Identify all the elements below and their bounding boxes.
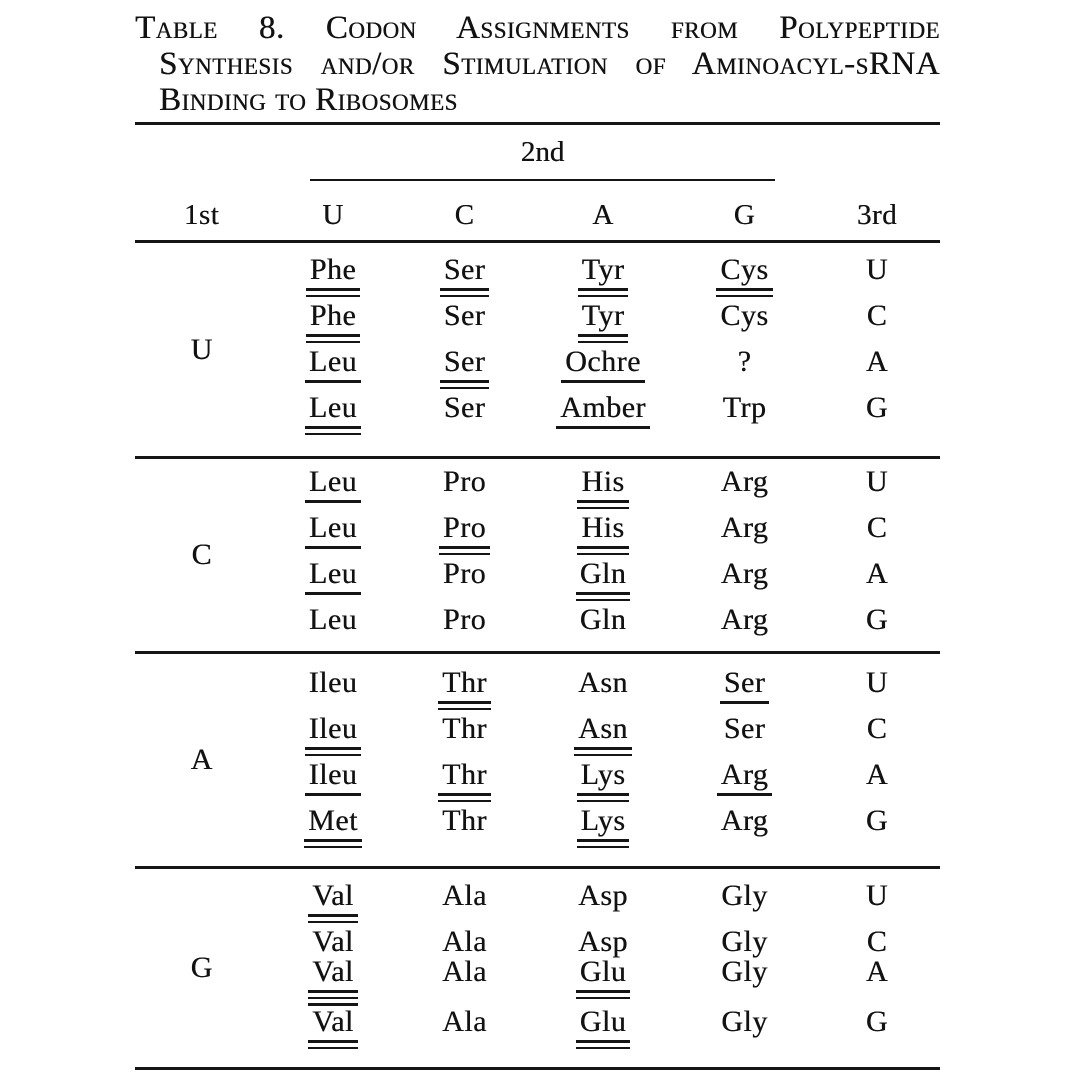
amino-acid-text: His	[581, 465, 625, 498]
amino-acid-text: Ser	[443, 391, 486, 424]
amino-acid-cell	[675, 513, 814, 543]
amino-acid-cell	[268, 881, 398, 923]
amino-acid-cell	[531, 347, 675, 383]
amino-acid	[312, 881, 354, 923]
amino-acid-text: Gly	[721, 1005, 768, 1038]
underline-mark	[439, 553, 490, 556]
amino-acid-cell	[268, 255, 398, 297]
underline-mark	[306, 341, 361, 344]
amino-acid-cell	[531, 760, 675, 802]
amino-acid	[721, 881, 768, 911]
amino-acid	[442, 668, 487, 710]
amino-acid	[578, 668, 628, 698]
amino-acid-text: Phe	[309, 253, 357, 286]
third-base-cell: U	[865, 253, 889, 286]
amino-acid-cell	[398, 668, 531, 710]
amino-acid	[581, 806, 626, 848]
amino-acid	[309, 393, 357, 435]
underline-mark	[577, 507, 628, 510]
underline-mark	[305, 426, 361, 429]
amino-acid-text: Trp	[722, 391, 767, 424]
amino-acid-text: Ala	[442, 925, 487, 958]
title-line-3: Binding to Ribosomes	[159, 82, 458, 118]
amino-acid	[309, 559, 357, 595]
third-base-cell: C	[866, 511, 888, 544]
amino-acid	[309, 668, 358, 698]
third-base-cell: C	[866, 925, 888, 958]
amino-acid-text: Asn	[578, 666, 628, 699]
underline-mark	[304, 839, 362, 842]
codon-assignment-table	[135, 122, 940, 1070]
amino-acid-cell	[675, 1007, 814, 1037]
amino-acid	[582, 255, 625, 297]
table-body	[135, 243, 940, 1070]
underline-mark	[574, 754, 632, 757]
third-base-cell: G	[865, 1005, 889, 1038]
amino-acid	[442, 806, 487, 836]
underline-mark	[306, 334, 361, 337]
underline-mark	[576, 1047, 631, 1050]
underline-mark	[438, 701, 491, 704]
amino-acid-cell	[268, 760, 398, 796]
amino-acid-cell	[268, 513, 398, 549]
amino-acid-cell	[675, 605, 814, 635]
amino-acid-cell	[531, 605, 675, 635]
amino-acid-text: Gln	[579, 603, 627, 636]
amino-acid-text: Val	[312, 1005, 354, 1038]
amino-acid-text: Pro	[442, 465, 487, 498]
amino-acid-text: Phe	[309, 299, 357, 332]
underline-mark	[305, 747, 362, 750]
amino-acid-cell	[398, 559, 531, 589]
amino-acid	[580, 957, 627, 999]
amino-acid-text: Arg	[720, 511, 769, 544]
amino-acid	[444, 301, 486, 331]
table-header	[135, 122, 940, 243]
amino-acid	[443, 513, 486, 555]
amino-acid	[309, 467, 357, 503]
table-row-UU	[135, 255, 940, 301]
amino-acid-cell	[675, 714, 814, 744]
third-base-cell: A	[865, 345, 889, 378]
amino-acid	[309, 714, 358, 756]
amino-acid-text: Ser	[723, 712, 766, 745]
amino-acid-text: Lys	[580, 758, 626, 791]
amino-acid	[582, 301, 625, 343]
codon-block-U	[135, 243, 940, 459]
third-base-cell: A	[865, 557, 889, 590]
amino-acid	[581, 513, 624, 555]
amino-acid	[578, 881, 628, 911]
amino-acid	[581, 760, 626, 802]
amino-acid	[723, 393, 767, 423]
amino-acid-cell	[531, 301, 675, 343]
amino-acid-cell	[531, 714, 675, 756]
underline-mark	[440, 288, 490, 291]
codon-block-A	[135, 654, 940, 869]
underline-mark	[561, 380, 645, 383]
third-base-cell: U	[865, 879, 889, 912]
second-position-header: 2nd	[520, 136, 565, 168]
amino-acid-cell	[531, 393, 675, 429]
amino-acid	[721, 605, 769, 635]
amino-acid	[443, 467, 486, 497]
amino-acid-cell	[531, 806, 675, 848]
underline-mark	[306, 295, 361, 298]
amino-acid-text: Arg	[720, 758, 769, 791]
title-line-1: Table 8. Codon Assignments from Polypeptide	[135, 10, 940, 46]
underline-mark	[577, 800, 630, 803]
underline-mark	[576, 592, 631, 595]
underline-mark	[576, 599, 631, 602]
amino-acid-text: Thr	[442, 712, 487, 745]
underline-mark	[306, 288, 361, 291]
amino-acid-text: Ala	[442, 955, 487, 988]
amino-acid-text: Tyr	[581, 253, 625, 286]
amino-acid-cell	[675, 255, 814, 297]
amino-acid	[721, 467, 769, 497]
underline-mark	[305, 793, 362, 796]
amino-acid-cell	[398, 957, 531, 987]
amino-acid-text: Gly	[721, 879, 768, 912]
amino-acid-text: Glu	[579, 1005, 627, 1038]
underline-mark	[440, 380, 490, 383]
amino-acid-text: Val	[312, 879, 354, 912]
first-base-label: A	[190, 743, 213, 776]
amino-acid-text: Ileu	[308, 758, 358, 791]
amino-acid-text: Leu	[308, 465, 358, 498]
amino-acid	[443, 605, 486, 635]
third-base-cell: A	[865, 758, 889, 791]
amino-acid-cell	[398, 760, 531, 802]
amino-acid-text: Leu	[308, 603, 358, 636]
amino-acid-cell	[398, 467, 531, 497]
underline-mark	[308, 921, 358, 924]
underline-mark	[577, 793, 630, 796]
amino-acid	[721, 559, 769, 589]
amino-acid	[738, 347, 752, 377]
underline-mark	[305, 754, 362, 757]
amino-acid-cell	[675, 668, 814, 704]
amino-acid	[444, 393, 486, 423]
table-row-CU	[135, 467, 940, 513]
amino-acid-cell	[268, 1007, 398, 1049]
underline-mark	[577, 553, 628, 556]
underline-mark	[716, 295, 772, 298]
title-line-2: Synthesis and/or Stimulation of Aminoacyl-sRNA	[159, 46, 940, 82]
underline-mark	[308, 1047, 358, 1050]
amino-acid	[312, 927, 354, 957]
base-header-A: A	[592, 199, 614, 231]
amino-acid-text: Asp	[578, 879, 628, 912]
amino-acid-cell	[398, 393, 531, 423]
amino-acid	[721, 760, 769, 796]
amino-acid-cell	[268, 668, 398, 698]
amino-acid-cell	[531, 255, 675, 297]
underline-mark	[578, 341, 629, 344]
amino-acid-cell	[398, 605, 531, 635]
amino-acid-text: Lys	[580, 804, 626, 837]
amino-acid	[580, 605, 627, 635]
third-base-cell: G	[865, 391, 889, 424]
amino-acid-text: Gly	[721, 955, 768, 988]
underline-mark	[308, 1040, 358, 1043]
amino-acid-text: Thr	[442, 758, 487, 791]
underline-mark	[438, 708, 491, 711]
amino-acid-text: Asp	[578, 925, 628, 958]
amino-acid-text: Tyr	[581, 299, 625, 332]
header-row	[135, 200, 940, 230]
amino-acid	[724, 668, 766, 704]
amino-acid-cell	[531, 927, 675, 957]
amino-acid	[720, 255, 768, 297]
third-base-cell: A	[865, 955, 889, 988]
amino-acid-cell	[398, 806, 531, 836]
table-caption	[135, 0, 940, 118]
table-row-GU	[135, 881, 940, 927]
underline-mark	[720, 701, 770, 704]
amino-acid-cell	[531, 957, 675, 999]
amino-acid-cell	[268, 605, 398, 635]
amino-acid-text: Ileu	[308, 712, 358, 745]
amino-acid-text: Arg	[720, 804, 769, 837]
amino-acid-cell	[398, 714, 531, 744]
underline-mark	[440, 295, 490, 298]
third-base-cell: U	[865, 666, 889, 699]
underline-mark	[578, 334, 629, 337]
amino-acid	[444, 255, 486, 297]
amino-acid-text: Ochre	[565, 345, 641, 378]
amino-acid	[581, 467, 624, 509]
codon-block-G	[135, 869, 940, 1070]
underline-mark	[576, 997, 631, 1000]
amino-acid	[312, 1007, 354, 1049]
amino-acid-text: Cys	[720, 299, 769, 332]
third-position-header: 3rd	[856, 199, 898, 231]
amino-acid	[721, 957, 768, 987]
underline-mark	[576, 1040, 631, 1043]
amino-acid-text: Amber	[560, 391, 646, 424]
amino-acid-text: Val	[312, 925, 354, 958]
amino-acid-text: Ala	[442, 879, 487, 912]
base-header-G: G	[733, 199, 756, 231]
amino-acid-cell	[398, 881, 531, 911]
amino-acid	[721, 1007, 768, 1037]
amino-acid	[442, 881, 487, 911]
underline-mark	[305, 500, 361, 503]
underline-mark	[439, 546, 490, 549]
amino-acid-text: Ileu	[308, 666, 358, 699]
amino-acid	[721, 927, 768, 957]
underline-mark	[577, 546, 628, 549]
amino-acid-cell	[268, 301, 398, 343]
amino-acid-cell	[268, 393, 398, 435]
amino-acid	[309, 760, 358, 796]
amino-acid-cell	[675, 760, 814, 796]
amino-acid-text: Asn	[578, 712, 628, 745]
amino-acid	[578, 714, 628, 756]
amino-acid-cell	[675, 927, 814, 957]
underline-mark	[304, 846, 362, 849]
third-base-cell: C	[866, 299, 888, 332]
third-base-cell: U	[865, 465, 889, 498]
amino-acid-text: Ser	[723, 666, 766, 699]
amino-acid-text: Pro	[442, 603, 487, 636]
underline-mark	[305, 380, 361, 383]
underline-mark	[308, 990, 358, 993]
amino-acid	[721, 806, 769, 836]
table-row-AU	[135, 668, 940, 714]
amino-acid	[308, 806, 358, 848]
underline-mark	[574, 747, 632, 750]
amino-acid-text: Leu	[308, 391, 358, 424]
amino-acid-text: Ser	[443, 345, 486, 378]
table-row-GG	[135, 1007, 940, 1053]
underline-mark	[577, 846, 630, 849]
amino-acid-text: Thr	[442, 804, 487, 837]
amino-acid-cell	[675, 957, 814, 987]
amino-acid-cell	[675, 559, 814, 589]
base-header-U: U	[322, 199, 344, 231]
amino-acid-cell	[531, 467, 675, 509]
underline-mark	[578, 295, 629, 298]
amino-acid-text: Ser	[443, 299, 486, 332]
amino-acid-cell	[398, 513, 531, 555]
amino-acid-cell	[268, 467, 398, 503]
amino-acid-text: Pro	[442, 557, 487, 590]
first-base-label: C	[191, 538, 212, 571]
amino-acid-cell	[675, 393, 814, 423]
amino-acid	[310, 301, 357, 343]
amino-acid-text: Cys	[720, 253, 769, 286]
amino-acid-text: Ala	[442, 1005, 487, 1038]
amino-acid-cell	[675, 467, 814, 497]
amino-acid-cell	[398, 347, 531, 389]
underline-mark	[438, 800, 491, 803]
amino-acid-cell	[675, 347, 814, 377]
amino-acid-text: Ser	[443, 253, 486, 286]
underline-mark	[308, 997, 358, 1000]
third-base-cell: G	[865, 804, 889, 837]
underline-mark	[577, 500, 628, 503]
table-row-CG	[135, 605, 940, 651]
amino-acid	[312, 957, 354, 1006]
amino-acid-text: Arg	[720, 603, 769, 636]
underline-mark	[717, 793, 773, 796]
amino-acid	[580, 559, 627, 601]
amino-acid	[309, 347, 357, 383]
amino-acid	[578, 927, 628, 957]
amino-acid-cell	[531, 1007, 675, 1049]
amino-acid-cell	[531, 513, 675, 555]
amino-acid-text: Glu	[579, 955, 627, 988]
amino-acid	[442, 957, 487, 987]
first-position-header: 1st	[183, 199, 220, 231]
underline-mark	[556, 426, 650, 429]
second-position-group	[310, 137, 775, 181]
amino-acid-text: Met	[308, 804, 358, 837]
amino-acid-cell	[675, 301, 814, 331]
amino-acid-cell	[531, 668, 675, 698]
amino-acid	[442, 927, 487, 957]
underline-mark	[438, 793, 491, 796]
underline-mark	[308, 914, 358, 917]
amino-acid	[309, 513, 357, 549]
table-row-UG	[135, 393, 940, 439]
underline-mark	[577, 839, 630, 842]
underline-mark	[305, 592, 361, 595]
amino-acid	[724, 714, 766, 744]
amino-acid-cell	[531, 559, 675, 601]
amino-acid	[442, 714, 487, 744]
amino-acid-cell	[268, 927, 398, 957]
amino-acid-text: Leu	[308, 511, 358, 544]
amino-acid-cell	[675, 806, 814, 836]
first-base-label: G	[190, 951, 213, 984]
third-base-cell: G	[865, 603, 889, 636]
underline-mark	[440, 387, 490, 390]
amino-acid-cell	[268, 714, 398, 756]
amino-acid-cell	[675, 881, 814, 911]
amino-acid-text: Gly	[721, 925, 768, 958]
amino-acid-cell	[398, 255, 531, 297]
amino-acid-cell	[531, 881, 675, 911]
amino-acid	[442, 760, 487, 802]
table-row-AG	[135, 806, 940, 852]
amino-acid-cell	[268, 957, 398, 1006]
amino-acid-cell	[398, 301, 531, 331]
underline-mark	[576, 990, 631, 993]
amino-acid	[721, 513, 769, 543]
amino-acid-text: Thr	[442, 666, 487, 699]
amino-acid	[565, 347, 641, 383]
amino-acid	[580, 1007, 627, 1049]
amino-acid-text: Val	[312, 955, 354, 988]
amino-acid	[309, 605, 357, 635]
amino-acid-cell	[268, 806, 398, 848]
amino-acid-cell	[268, 559, 398, 595]
third-base-cell: C	[866, 712, 888, 745]
amino-acid-cell	[398, 1007, 531, 1037]
amino-acid-text: Gln	[579, 557, 627, 590]
first-base-label: U	[190, 332, 213, 366]
amino-acid-text: Leu	[308, 345, 358, 378]
amino-acid	[310, 255, 357, 297]
amino-acid-cell	[268, 347, 398, 383]
amino-acid	[442, 1007, 487, 1037]
amino-acid	[443, 559, 486, 589]
underline-mark	[716, 288, 772, 291]
amino-acid-text: ?	[737, 345, 752, 378]
amino-acid-text: Leu	[308, 557, 358, 590]
amino-acid-cell	[398, 927, 531, 957]
codon-block-C	[135, 459, 940, 654]
amino-acid	[444, 347, 486, 389]
underline-mark	[305, 546, 361, 549]
amino-acid	[560, 393, 646, 429]
amino-acid-text: Pro	[442, 511, 487, 544]
amino-acid-text: Arg	[720, 557, 769, 590]
underline-mark	[305, 433, 361, 436]
amino-acid-text: Arg	[720, 465, 769, 498]
scanned-page	[135, 0, 940, 1070]
amino-acid	[720, 301, 768, 331]
base-header-C: C	[454, 199, 475, 231]
amino-acid-text: His	[581, 511, 625, 544]
underline-mark	[578, 288, 629, 291]
